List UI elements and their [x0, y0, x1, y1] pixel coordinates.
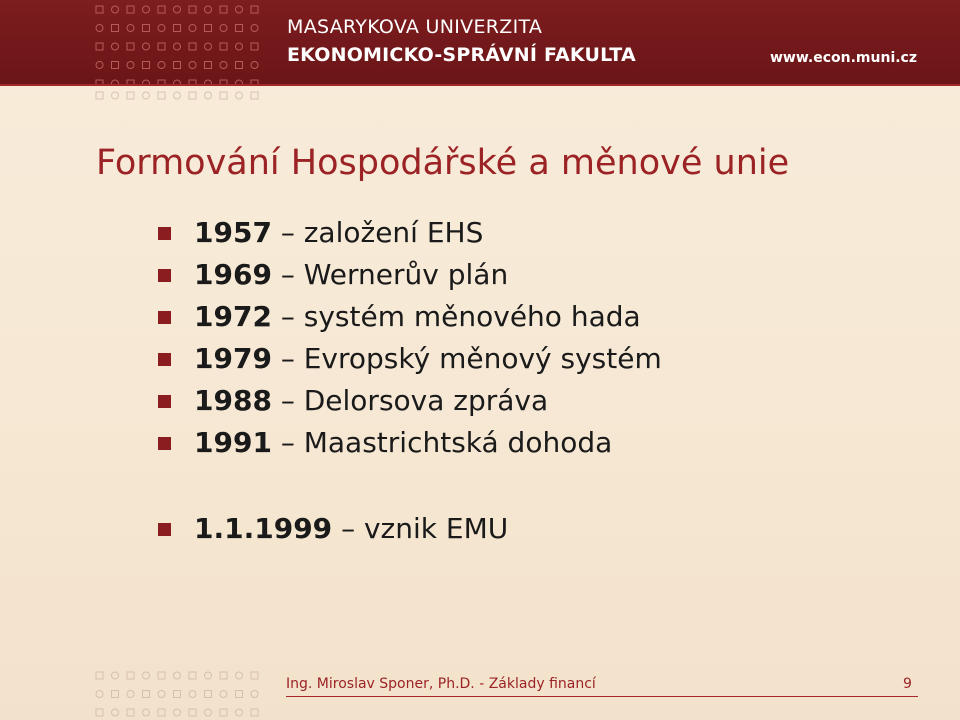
square-bullet-icon [158, 523, 171, 536]
square-bullet-icon [158, 395, 171, 408]
dot-pattern-top-overflow [92, 86, 272, 106]
item-text: – Evropský měnový systém [271, 342, 662, 375]
square-bullet-icon [158, 269, 171, 282]
item-year: 1972 [194, 300, 272, 333]
item-text: – Delorsova zpráva [271, 384, 549, 417]
item-year: 1.1.1999 [194, 512, 333, 545]
list-item [158, 422, 662, 464]
dot-pattern-bottom [92, 666, 272, 720]
item-text: – vznik EMU [332, 512, 509, 545]
item-text: – založení EHS [271, 216, 484, 249]
footer-divider [286, 696, 918, 697]
list-item [158, 380, 662, 422]
footer-author: Ing. Miroslav Sponer, Ph.D. - Základy financí [286, 676, 596, 692]
slide-title: Formování Hospodářské a měnové unie [96, 143, 790, 184]
item-text: – Maastrichtská dohoda [271, 426, 613, 459]
item-year: 1988 [194, 384, 272, 417]
item-year: 1979 [194, 342, 272, 375]
square-bullet-icon [158, 227, 171, 240]
header-banner [0, 0, 960, 84]
university-name: MASARYKOVA UNIVERZITA [287, 16, 543, 38]
item-year: 1969 [194, 258, 272, 291]
website-link[interactable]: www.econ.muni.cz [770, 50, 918, 66]
list-item [158, 508, 662, 550]
page-number: 9 [903, 676, 912, 692]
item-year: 1957 [194, 216, 272, 249]
square-bullet-icon [158, 311, 171, 324]
item-year: 1991 [194, 426, 272, 459]
square-bullet-icon [158, 437, 171, 450]
list-item [158, 296, 662, 338]
item-text: – systém měnového hada [271, 300, 641, 333]
dot-pattern-top [92, 0, 272, 84]
list-item [158, 254, 662, 296]
list-item [158, 338, 662, 380]
faculty-name: EKONOMICKO-SPRÁVNÍ FAKULTA [287, 44, 636, 66]
item-text: – Wernerův plán [271, 258, 509, 291]
square-bullet-icon [158, 353, 171, 366]
list-item [158, 212, 662, 254]
timeline-list [158, 212, 662, 550]
